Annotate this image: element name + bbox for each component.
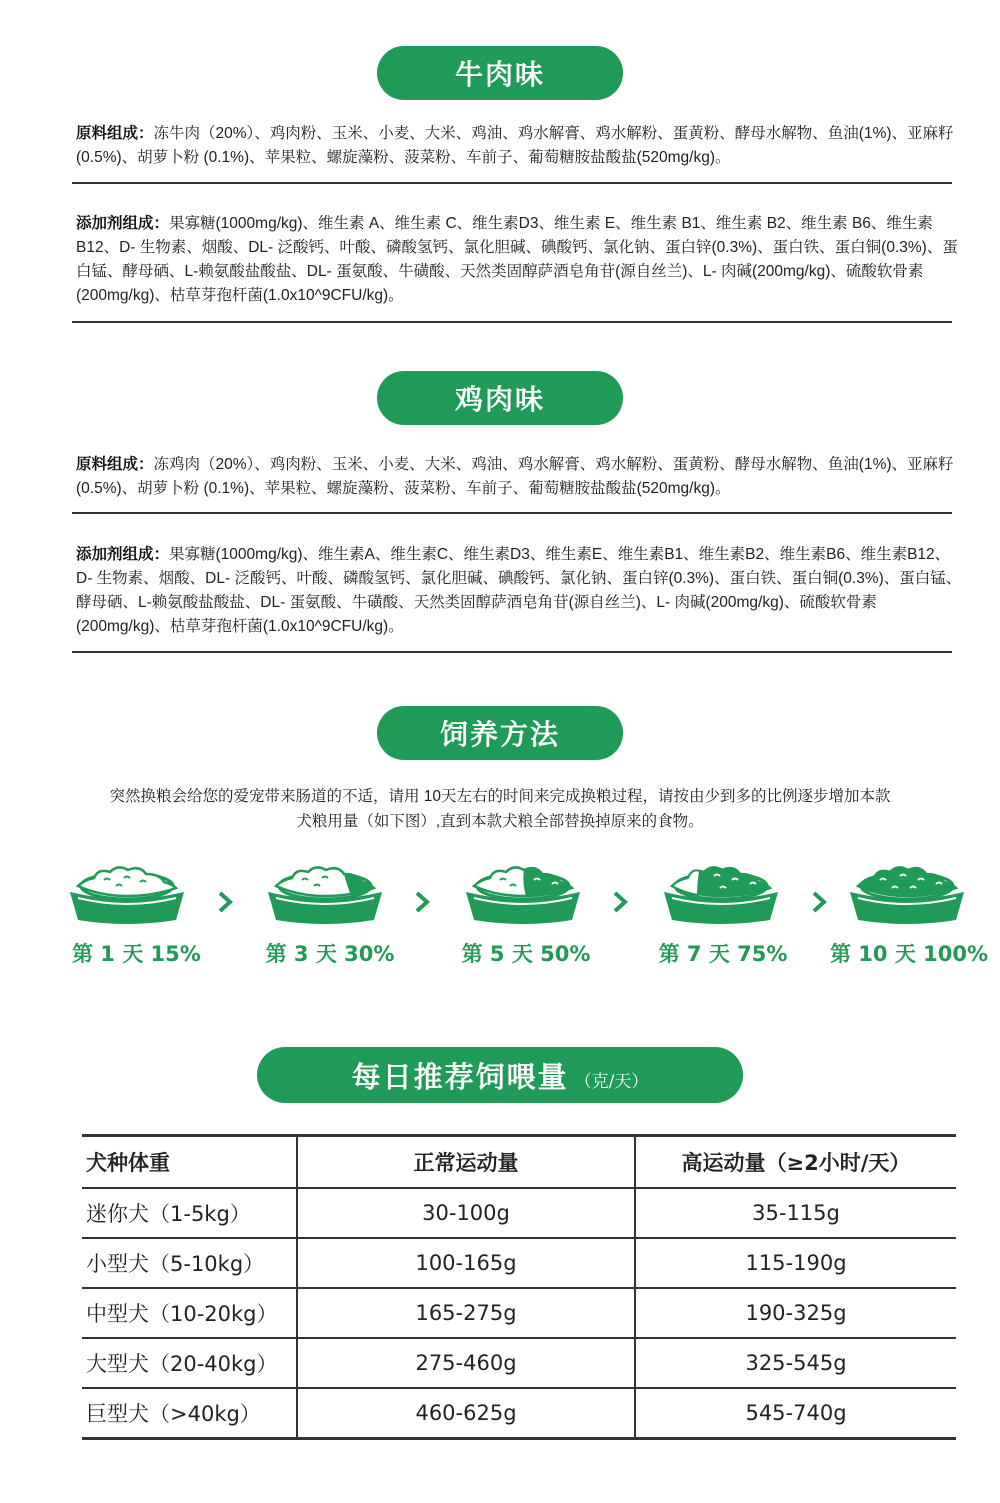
table-row [82,1388,956,1439]
cell-normal: 165-275g [297,1288,635,1338]
step-day-10: 第 10 天 100% [830,942,989,966]
beef-title: 牛肉味 [454,58,545,91]
bowl-icon [262,862,388,932]
bowl-icon [64,862,190,932]
cell-high: 115-190g [635,1238,956,1288]
daily-title: 每日推荐饲喂量 [351,1059,569,1094]
table-row [82,1338,956,1388]
cell-normal: 275-460g [297,1338,635,1388]
feeding-title: 饲养方法 [439,718,560,751]
beef-raw-label: 原料组成： [76,125,154,142]
feeding-intro [60,784,940,834]
cell-high: 545-740g [635,1388,956,1439]
divider [72,182,952,184]
header-high: 高运动量（≥2小时/天） [635,1136,956,1189]
step-day-7: 第 7 天 75% [658,942,788,966]
chicken-add-text: 果寡糖(1000mg/kg)、维生素A、维生素C、维生素D3、维生素E、维生素B1、维生素B2、维生素B6、维生素B12、D- 生物素、烟酸、DL- 泛酸钙、叶酸、磷酸氢钙、氯化胆碱、碘酸钙、氯化钠、蛋白锌(0.3%)、蛋白铁、蛋白铜(0.3%)、蛋白锰、酵母硒、L-赖氨酸盐酸盐、DL- 蛋氨酸、牛磺酸、天然类固醇萨酒皂角苷(源自丝兰)、L- 肉碱(200mg/kg)、硫酸软骨素(200mg/kg)、枯草芽孢杆菌(1.0x10^9CFU/kg)。 [76,546,962,635]
beef-add-label: 添加剂组成： [76,215,170,232]
cell-normal: 30-100g [297,1188,635,1238]
divider [72,512,952,514]
daily-title-badge [257,1047,743,1103]
chevron-right-icon [810,890,828,914]
chicken-raw-label: 原料组成： [76,456,154,473]
cell-breed: 巨型犬（>40kg） [82,1388,297,1439]
feeding-intro-line2: 犬粮用量（如下图）,直到本款犬粮全部替换掉原来的食物。 [296,813,704,830]
chicken-title-badge [377,371,623,425]
table-header-row [82,1136,956,1189]
bowl-icon [844,862,970,932]
divider [72,651,952,653]
feeding-intro-line1: 突然换粮会给您的爱宠带来肠道的不适，请用 10天左右的时间来完成换粮过程，请按由少到多的比例逐步增加本款 [109,788,891,805]
beef-title-badge [377,46,623,100]
beef-additives [76,212,966,308]
table-row [82,1238,956,1288]
divider [72,321,952,323]
cell-normal: 460-625g [297,1388,635,1439]
chicken-additives [76,543,966,639]
cell-breed: 小型犬（5-10kg） [82,1238,297,1288]
step-day-5: 第 5 天 50% [461,942,591,966]
chicken-raw-ingredients [76,453,966,501]
cell-normal: 100-165g [297,1238,635,1288]
feeding-title-badge [377,706,623,760]
header-breed: 犬种体重 [82,1136,297,1189]
chicken-raw-text: 冻鸡肉（20%）、鸡肉粉、玉米、小麦、大米、鸡油、鸡水解膏、鸡水解粉、蛋黄粉、酵母水解物、鱼油(1%)、亚麻籽(0.5%)、胡萝卜粉 (0.1%)、苹果粒、螺旋藻粉、菠菜粉、车前子、葡萄糖胺盐酸盐(520mg/kg)。 [76,456,954,497]
daily-unit: （克/天） [574,1071,649,1092]
cell-breed: 迷你犬（1-5kg） [82,1188,297,1238]
bowl-icon [460,862,586,932]
cell-high: 190-325g [635,1288,956,1338]
chicken-title: 鸡肉味 [454,383,545,416]
cell-high: 325-545g [635,1338,956,1388]
beef-add-text: 果寡糖(1000mg/kg)、维生素 A、维生素 C、维生素D3、维生素 E、维生素 B1、维生素 B2、维生素 B6、维生素 B12、D- 生物素、烟酸、DL- 泛酸钙、叶酸、磷酸氢钙、氯化胆碱、碘酸钙、氯化钠、蛋白锌(0.3%)、蛋白铁、蛋白铜(0.3%)、蛋白锰、酵母硒、L-赖氨酸盐酸盐、DL- 蛋氨酸、牛磺酸、天然类固醇萨酒皂角苷(源自丝兰)、L- 肉碱(200mg/kg)、硫酸软骨素(200mg/kg)、枯草芽孢杆菌(1.0x10^9CFU/kg)。 [76,215,958,304]
table-row [82,1288,956,1338]
chevron-right-icon [413,890,431,914]
beef-raw-text: 冻牛肉（20%）、鸡肉粉、玉米、小麦、大米、鸡油、鸡水解膏、鸡水解粉、蛋黄粉、酵母水解物、鱼油(1%)、亚麻籽(0.5%)、胡萝卜粉 (0.1%)、苹果粒、螺旋藻粉、菠菜粉、车前子、葡萄糖胺盐酸盐(520mg/kg)。 [76,125,954,166]
step-day-1: 第 1 天 15% [72,942,201,966]
chicken-add-label: 添加剂组成： [76,546,170,563]
header-normal: 正常运动量 [297,1136,635,1189]
chevron-right-icon [216,890,234,914]
beef-raw-ingredients [76,122,966,170]
cell-breed: 中型犬（10-20kg） [82,1288,297,1338]
cell-breed: 大型犬（20-40kg） [82,1338,297,1388]
step-day-3: 第 3 天 30% [265,942,395,966]
feeding-table [82,1134,956,1440]
table-row [82,1188,956,1238]
bowl-icon [658,862,784,932]
cell-high: 35-115g [635,1188,956,1238]
chevron-right-icon [611,890,629,914]
